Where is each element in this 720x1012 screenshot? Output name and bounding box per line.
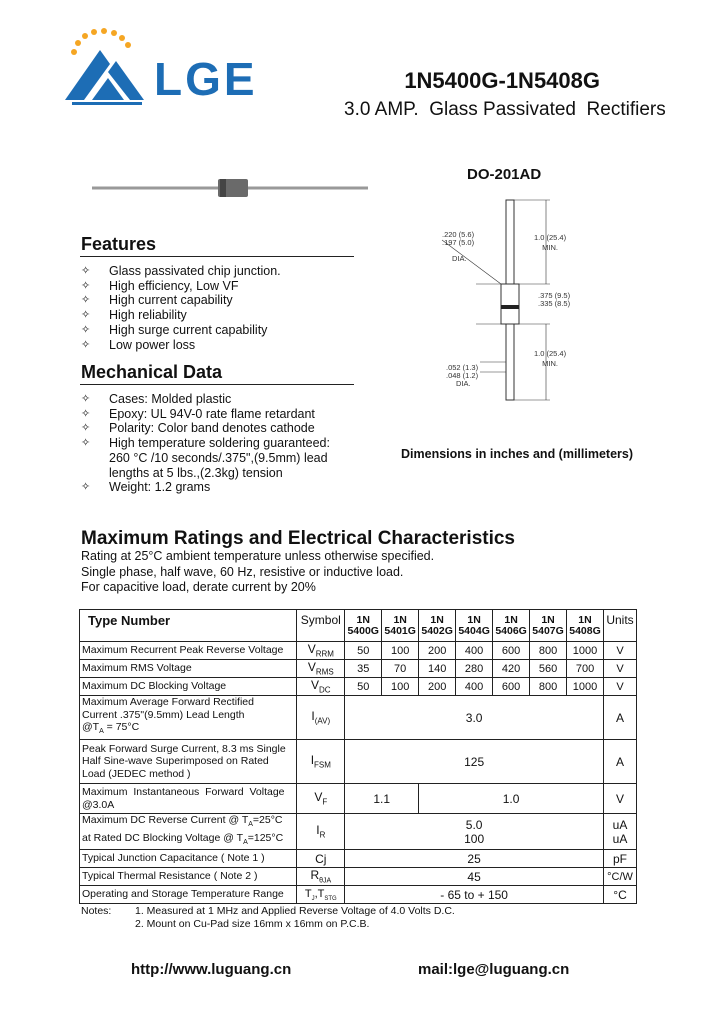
symbol-cell (297, 660, 345, 678)
unit-line: uA (612, 817, 628, 832)
col-header-part (382, 610, 419, 642)
dim-text: MIN. (542, 243, 558, 252)
rating-note: For capacitive load, derate current by 20% (81, 580, 316, 594)
unit-cell: V (604, 784, 637, 814)
table-row (80, 784, 637, 814)
dim-body-len (538, 292, 570, 308)
symbol-sub: R (319, 830, 326, 840)
symbol-sub: RMS (315, 667, 334, 677)
table-row (80, 740, 637, 784)
unit-cell (604, 814, 637, 850)
footer-url[interactable]: http://www.luguang.cn (131, 961, 292, 978)
table-row (80, 814, 637, 850)
part-prefix: 1N (467, 613, 481, 626)
symbol-sub: (AV) (314, 716, 331, 726)
param-text: =125°C (247, 831, 284, 844)
symbol-cell (297, 814, 345, 850)
list-item: ✧ Epoxy: UL 94V-0 rate flame retardant (81, 407, 381, 422)
col-header-symbol: Symbol (297, 610, 345, 642)
ratings-title: Maximum Ratings and Electrical Characteristics (81, 528, 515, 549)
param-cell: Typical Thermal Resistance ( Note 2 ) (80, 868, 297, 886)
dim-text: .048 (1.2) (446, 371, 479, 380)
dim-text: MIN. (542, 359, 558, 368)
param-cell: Operating and Storage Temperature Range (80, 886, 297, 904)
value-cell: 280 (456, 660, 493, 678)
dim-text: .335 (8.5) (538, 299, 571, 308)
param-text: @T (82, 721, 100, 734)
value-cell: 800 (530, 678, 567, 696)
rating-note: Single phase, half wave, 60 Hz, resistive or inductive load. (81, 564, 404, 579)
param-cell (80, 814, 297, 850)
param-line: Half Sine-wave Superimposed on Rated (82, 755, 269, 768)
subtitle: 3.0 AMP. Glass Passivated Rectifiers (344, 99, 666, 120)
unit-cell: V (604, 678, 637, 696)
list-item: ✧ High current capability (81, 293, 381, 308)
dim-text: .220 (5.6) (442, 230, 475, 239)
rating-conditions (81, 549, 434, 596)
value-cell: 25 (345, 850, 604, 868)
value-cell: - 65 to + 150 (345, 886, 604, 904)
part-suffix: 5408G (569, 624, 601, 637)
unit-line: uA (612, 831, 628, 846)
param-text: Maximum DC Reverse Current @ T (82, 814, 249, 826)
col-header-part (567, 610, 604, 642)
value-line: 5.0 (465, 817, 483, 832)
symbol-text: I (316, 823, 320, 838)
unit-cell: °C/W (604, 868, 637, 886)
symbol-sub: DC (319, 685, 331, 695)
table-row (80, 696, 637, 740)
dim-text: DIA. (452, 254, 467, 263)
part-suffix: 5401G (384, 624, 416, 637)
ratings-table (79, 609, 637, 904)
list-item: ✧ Cases: Molded plastic (81, 392, 381, 407)
symbol-sub: J (311, 895, 315, 902)
part-prefix: 1N (541, 613, 555, 626)
param-sub: A (243, 838, 248, 846)
symbol-cell (297, 784, 345, 814)
value-cell: 200 (419, 678, 456, 696)
value-cell: 1000 (567, 678, 604, 696)
col-header-part (530, 610, 567, 642)
list-item: ✧ Low power loss (81, 338, 381, 353)
value-cell: 35 (345, 660, 382, 678)
solder-detail: lengths at 5 lbs.,(2.3kg) tension (109, 465, 283, 480)
param-line: Peak Forward Surge Current, 8.3 ms Single (82, 742, 286, 755)
part-prefix: 1N (356, 613, 370, 626)
part-range-title: 1N5400G-1N5408G (404, 68, 600, 93)
mechanical-title: Mechanical Data (81, 362, 223, 382)
param-line: Maximum Average Forward Rectified (82, 696, 254, 709)
col-header-part (493, 610, 530, 642)
param-cell: Typical Junction Capacitance ( Note 1 ) (80, 850, 297, 868)
list-item (81, 436, 381, 480)
param-sub: A (248, 821, 253, 829)
symbol-sub: STG (324, 895, 337, 902)
col-header-part (456, 610, 493, 642)
symbol-text: V (314, 790, 323, 805)
value-cell: 400 (456, 642, 493, 660)
value-cell: 125 (345, 740, 604, 784)
part-suffix: 5407G (532, 624, 564, 637)
symbol-text: V (307, 642, 316, 657)
param-line (82, 814, 294, 832)
dim-lead-len-bottom (534, 350, 566, 368)
symbol-text: R (310, 868, 320, 883)
param-text: = 75°C (103, 721, 140, 734)
list-item: ✧ Weight: 1.2 grams (81, 480, 381, 495)
param-cell (80, 696, 297, 740)
param-line: Maximum Instantaneous Forward Voltage (82, 786, 285, 798)
list-item: ✧ High efficiency, Low VF (81, 279, 381, 294)
symbol-text: T (304, 887, 312, 900)
param-cell (80, 784, 297, 814)
symbol-sub: FSM (314, 760, 331, 770)
mechanical-list (81, 392, 381, 495)
value-cell: 100 (382, 678, 419, 696)
dim-text: .197 (5.0) (442, 238, 475, 247)
col-header-type: Type Number (80, 610, 297, 642)
list-item: ✧ High reliability (81, 308, 381, 323)
dim-body-dia (442, 231, 474, 263)
param-cell (80, 740, 297, 784)
unit-cell: pF (604, 850, 637, 868)
table-row (80, 678, 637, 696)
symbol-cell (297, 678, 345, 696)
dim-text: DIA. (456, 379, 471, 388)
list-item: ✧ High surge current capability (81, 323, 381, 338)
table-row (80, 868, 637, 886)
param-line (82, 832, 294, 850)
param-sub: A (99, 728, 104, 736)
param-text: at Rated DC Blocking Voltage @ T (82, 831, 244, 844)
param-line: @3.0A (82, 798, 115, 811)
table-row (80, 850, 637, 868)
logo-mark-icon (62, 28, 152, 106)
value-cell: 140 (419, 660, 456, 678)
dim-text: .052 (1.3) (446, 363, 479, 372)
col-header-units: Units (604, 610, 637, 642)
unit-cell: V (604, 660, 637, 678)
part-prefix: 1N (430, 613, 444, 626)
value-cell: 70 (382, 660, 419, 678)
symbol-text: ,T (314, 887, 325, 900)
diode-component-image (92, 176, 370, 200)
list-item: ✧ Polarity: Color band denotes cathode (81, 421, 381, 436)
symbol-sub: RRM (315, 649, 334, 659)
logo (62, 28, 262, 106)
symbol-text: I (310, 753, 315, 768)
part-suffix: 5404G (458, 624, 490, 637)
value-cell (345, 814, 604, 850)
value-cell: 420 (493, 660, 530, 678)
dimension-caption: Dimensions in inches and (millimeters) (401, 447, 634, 461)
dim-text: .375 (9.5) (538, 291, 571, 300)
param-text: =25°C (252, 814, 283, 826)
package-name: DO-201AD (467, 166, 542, 183)
param-cell: Maximum Recurrent Peak Reverse Voltage (80, 642, 297, 660)
dim-text: 1.0 (25.4) (534, 233, 567, 242)
table-row (80, 642, 637, 660)
unit-cell: A (604, 740, 637, 784)
param-line (82, 721, 294, 739)
part-prefix: 1N (393, 613, 407, 626)
value-cell: 1.1 (345, 784, 419, 814)
value-cell: 1000 (567, 642, 604, 660)
col-header-part (345, 610, 382, 642)
value-cell: 200 (419, 642, 456, 660)
value-cell: 600 (493, 642, 530, 660)
dim-lead-dia (446, 364, 478, 388)
value-cell: 50 (345, 642, 382, 660)
features-title: Features (81, 234, 157, 254)
part-prefix: 1N (504, 613, 518, 626)
part-prefix: 1N (578, 613, 592, 626)
note-item: 1. Measured at 1 MHz and Applied Reverse Voltage of 4.0 Volts D.C. (135, 905, 455, 917)
table-header-row (80, 610, 637, 642)
value-line: 100 (464, 831, 485, 846)
symbol-cell (297, 642, 345, 660)
value-cell: 100 (382, 642, 419, 660)
symbol-sub: θJA (319, 877, 332, 885)
part-suffix: 5400G (347, 624, 379, 637)
value-cell: 50 (345, 678, 382, 696)
symbol-sub: F (322, 797, 328, 807)
param-line: Load (JEDEC method ) (82, 767, 191, 780)
value-cell: 700 (567, 660, 604, 678)
symbol-text: V (307, 660, 316, 675)
symbol-cell (297, 868, 345, 886)
part-suffix: 5402G (421, 624, 453, 637)
table-row (80, 660, 637, 678)
value-cell: 400 (456, 678, 493, 696)
notes-label: Notes: (81, 905, 112, 917)
features-list (81, 264, 381, 352)
param-line: Current .375"(9.5mm) Lead Length (82, 708, 245, 721)
footer-mail[interactable]: mail:lge@luguang.cn (418, 961, 570, 978)
value-cell: 560 (530, 660, 567, 678)
symbol-cell (297, 886, 345, 904)
list-item-text: High temperature soldering guaranteed: (109, 436, 330, 451)
value-cell: 1.0 (419, 784, 604, 814)
part-suffix: 5406G (495, 624, 527, 637)
rating-note: Rating at 25°C ambient temperature unless otherwise specified. (81, 549, 435, 563)
features-rule (80, 256, 354, 257)
unit-cell: A (604, 696, 637, 740)
symbol-cell (297, 696, 345, 740)
param-cell: Maximum RMS Voltage (80, 660, 297, 678)
solder-detail: 260 °C /10 seconds/.375",(9.5mm) lead (109, 450, 328, 465)
dim-text: 1.0 (25.4) (534, 349, 567, 358)
symbol-text: I (311, 709, 315, 724)
unit-cell: V (604, 642, 637, 660)
value-cell: 45 (345, 868, 604, 886)
value-cell: 3.0 (345, 696, 604, 740)
brand-name: LGE (154, 53, 258, 105)
value-cell: 600 (493, 678, 530, 696)
value-cell: 800 (530, 642, 567, 660)
table-row (80, 886, 637, 904)
symbol-text: V (311, 678, 320, 693)
mechanical-rule (80, 384, 354, 385)
unit-cell: °C (604, 886, 637, 904)
symbol-cell: Cj (297, 850, 345, 868)
symbol-cell (297, 740, 345, 784)
param-cell: Maximum DC Blocking Voltage (80, 678, 297, 696)
col-header-part (419, 610, 456, 642)
dim-lead-len-top (534, 234, 566, 252)
note-item: 2. Mount on Cu-Pad size 16mm x 16mm on P.C.B. (135, 917, 370, 930)
list-item: ✧ Glass passivated chip junction. (81, 264, 381, 279)
notes-list (135, 905, 455, 930)
